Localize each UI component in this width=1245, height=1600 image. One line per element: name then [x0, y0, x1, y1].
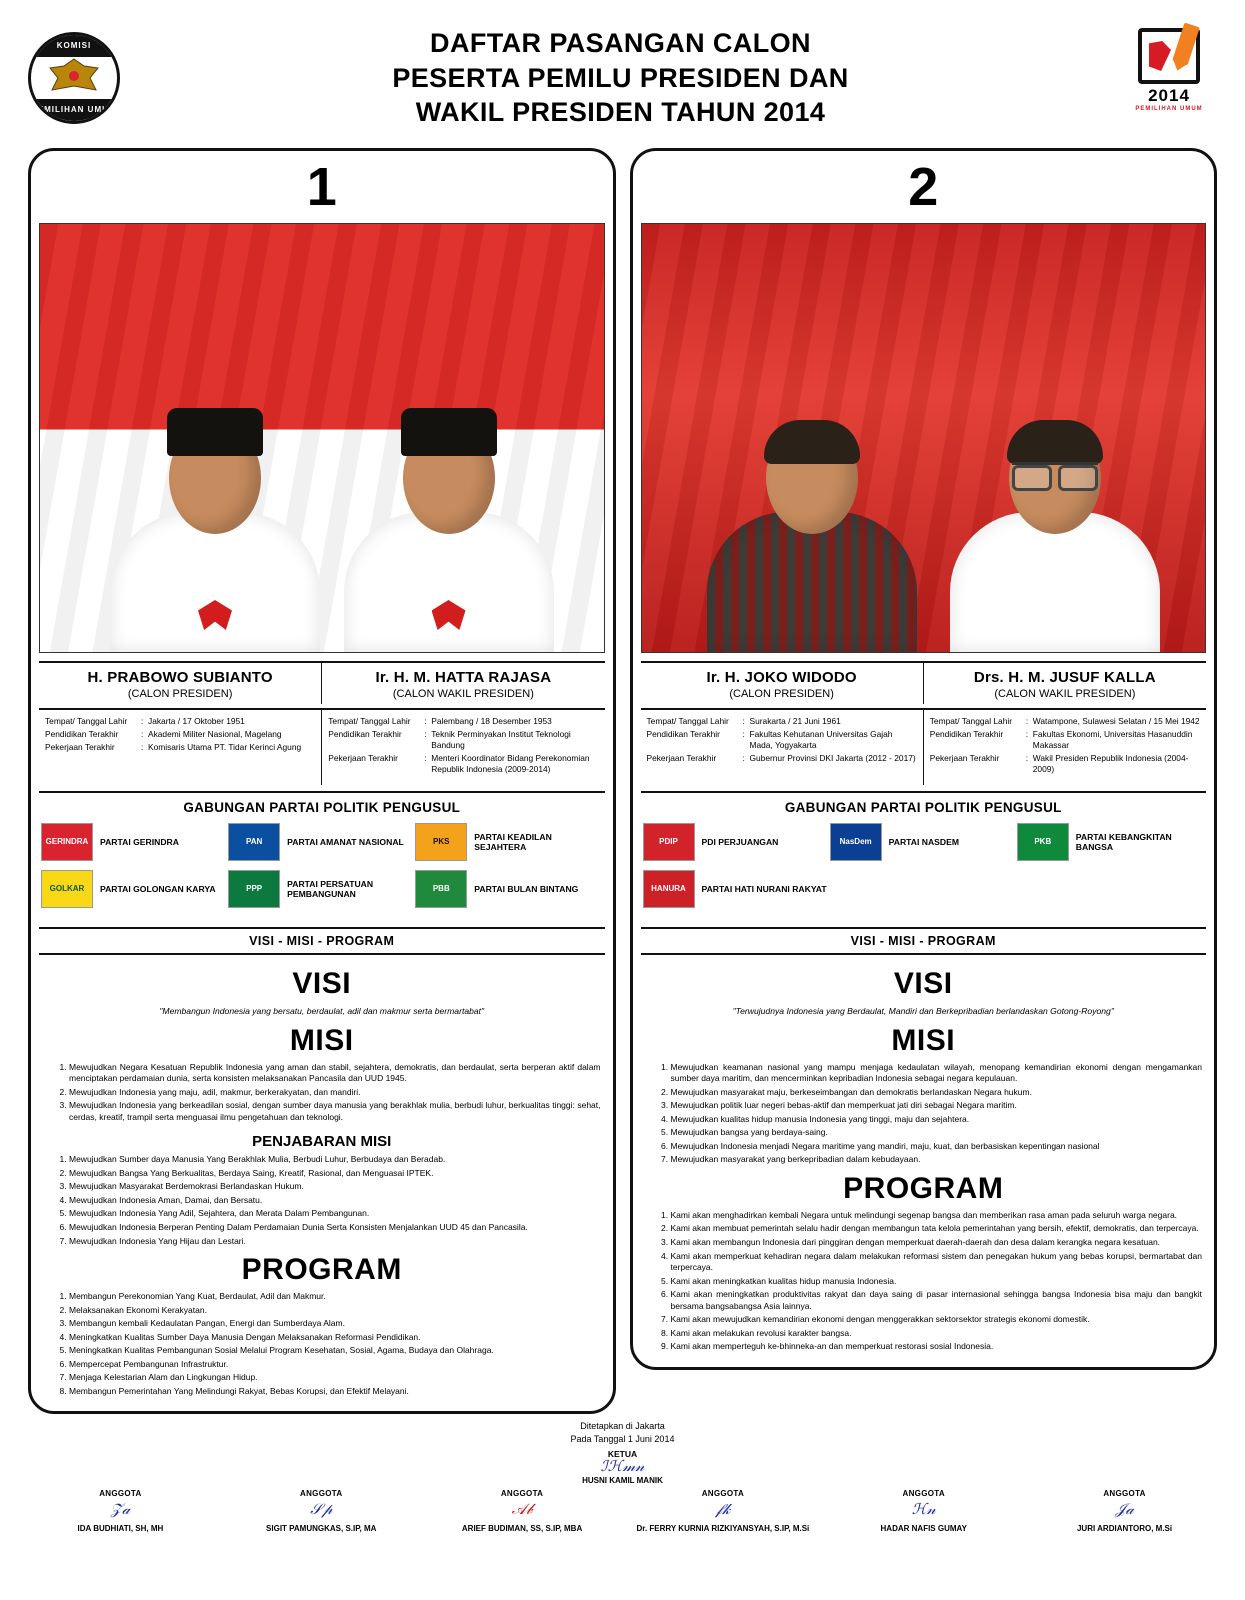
list-item: 4. Mewujudkan Indonesia Aman, Damai, dan Bersatu.	[69, 1195, 601, 1207]
kpu-logo-top-text: KOMISI	[31, 35, 117, 57]
member-signature: 𝒻𝓀	[715, 1502, 731, 1519]
member-signature: 𝒵𝒶	[110, 1502, 131, 1519]
list-item: 1. Membangun Perekonomian Yang Kuat, Berdaulat, Adil dan Makmur.	[69, 1291, 601, 1303]
president-bio	[641, 710, 923, 785]
candidate-photo-2	[641, 223, 1207, 653]
party-logo-icon: HANURA	[643, 870, 695, 908]
coalition-parties-1	[31, 821, 613, 927]
candidate-names-1	[39, 661, 605, 704]
party-name: PARTAI PERSATUAN PEMBANGUNAN	[287, 879, 374, 900]
list-item: 5. Mewujudkan Indonesia Yang Adil, Sejahtera, dan Merata Dalam Pembangunan.	[69, 1208, 601, 1220]
garuda-icon	[46, 56, 102, 100]
bio-key: Pendidikan Terakhir	[646, 729, 720, 740]
list-item: 2. Melaksanakan Ekonomi Kerakyatan.	[69, 1305, 601, 1317]
bio-value: Fakultas Ekonomi, Universitas Hasanuddin Makassar	[1032, 729, 1193, 751]
party-item	[415, 870, 602, 908]
bio-colon: :	[141, 742, 144, 753]
list-item: 8. Membangun Pemerintahan Yang Melindungi Rakyat, Bebas Korupsi, dan Efektif Melayani.	[69, 1386, 601, 1398]
party-name: PDI PERJUANGAN	[701, 837, 779, 848]
bio-colon: :	[1025, 753, 1029, 764]
member-label: ANGGOTA	[1103, 1488, 1146, 1498]
member-label: ANGGOTA	[300, 1488, 343, 1498]
member-name: IDA BUDHIATI, SH, MH	[77, 1523, 164, 1533]
misi-heading-2: MISI	[891, 1023, 956, 1057]
bio-colon: :	[141, 729, 144, 740]
vice-name: Drs. H. M. JUSUF KALLA	[973, 669, 1156, 686]
list-item: 6. Mewujudkan Indonesia menjadi Negara maritime yang mandiri, maju, kuat, dan berbasiskan kepentingan nasional	[671, 1141, 1203, 1153]
kpu-logo-bottom-text: PEMILIHAN UMUM	[31, 99, 117, 121]
portrait-jokowi	[697, 224, 927, 652]
member-label: ANGGOTA	[99, 1488, 142, 1498]
visi-text-1: "Membangun Indonesia yang bersatu, berdaulat, adil dan makmur serta bermartabat"	[159, 1006, 485, 1017]
member-block	[221, 1489, 422, 1533]
list-item: 2. Kami akan membuat pemerintah selalu hadir dengan membangun tata kelola pemerintahan yang bersih, efektif, demokratis, dan terpercaya.	[671, 1223, 1203, 1235]
coalition-title-2: GABUNGAN PARTAI POLITIK PENGUSUL	[641, 791, 1207, 821]
party-item	[643, 870, 830, 908]
members-signature-row	[20, 1489, 1225, 1533]
bio-value: Watampone, Sulawesi Selatan / 15 Mei 1942	[1032, 716, 1200, 726]
party-item	[41, 870, 228, 908]
party-name: PARTAI GERINDRA	[100, 837, 179, 848]
list-item: 4. Kami akan memperkuat kehadiran negara dalam melakukan reformasi sistem dan penegakan hukum yang bebas korupsi, bermartabat dan terpercaya.	[671, 1251, 1203, 1274]
list-item: 7. Mewujudkan Indonesia Yang Hijau dan Lestari.	[69, 1236, 601, 1248]
penjabaran-list-1	[43, 1154, 601, 1247]
president-bio	[39, 710, 321, 785]
list-item: 4. Meningkatkan Kualitas Sumber Daya Manusia Dengan Melaksanakan Reformasi Pendidikan.	[69, 1332, 601, 1344]
bio-colon: :	[424, 716, 427, 726]
bio-key: Pendidikan Terakhir	[328, 729, 402, 740]
pair-number-1: 1	[306, 157, 337, 217]
member-name: Dr. FERRY KURNIA RIZKIYANSYAH, S.IP, M.Si	[636, 1523, 810, 1533]
bio-colon: :	[424, 753, 427, 764]
list-item: 1. Mewujudkan Sumber daya Manusia Yang Berakhlak Mulia, Berbudi Luhur, Berbudaya dan Beradab.	[69, 1154, 601, 1166]
party-logo-icon: NasDem	[830, 823, 882, 861]
bio-key: Pekerjaan Terakhir	[328, 753, 398, 764]
bio-value: Fakultas Kehutanan Universitas Gajah Mada, Yogyakarta	[749, 729, 893, 751]
bio-value: Akademi Militer Nasional, Magelang	[148, 729, 282, 740]
party-logo-icon: PKS	[415, 823, 467, 861]
bio-value: Surakarta / 21 Juni 1961	[749, 716, 841, 726]
party-name: PARTAI KEBANGKITAN BANGSA	[1075, 832, 1172, 853]
vmp-bar-1: VISI - MISI - PROGRAM	[39, 927, 605, 955]
president-name-block	[39, 663, 321, 704]
bio-value: Teknik Perminyakan Institut Teknologi Bandung	[431, 729, 571, 751]
vmp-content-2	[633, 955, 1215, 1366]
vice-bio	[321, 710, 604, 785]
list-item: 9. Kami akan memperteguh ke-bhinneka-an dan memperkuat restorasi sosial Indonesia.	[671, 1341, 1203, 1353]
party-name: PARTAI NASDEM	[888, 837, 959, 848]
peci-icon	[167, 408, 263, 456]
bio-key: Pendidikan Terakhir	[929, 729, 1004, 740]
party-name: PARTAI BULAN BINTANG	[474, 884, 579, 895]
portrait-hair	[764, 420, 860, 464]
page-title	[120, 26, 1121, 130]
bio-value: Komisaris Utama PT. Tidar Kerinci Agung	[148, 742, 302, 753]
party-logo-icon: PDIP	[643, 823, 695, 861]
president-name-block	[641, 663, 923, 704]
list-item: 3. Mewujudkan Indonesia yang berkeadilan sosial, dengan sumber daya manusia yang berakhlak mulia, berbudi luhur, berkualitas tinggi: sehat, cerdas, kreatif, trampil serta menguasai ilmu pengetahuan dan teknologi.	[69, 1100, 601, 1123]
list-item: 6. Kami akan meningkatkan produktivitas rakyat dan daya saing di pasar internasional sehingga bangsa Indonesia bisa maju dan bangkit bersama bangsabangsa Asia lainnya.	[671, 1289, 1203, 1312]
pair-number-2: 2	[908, 157, 939, 217]
place-line-2: Pada Tanggal 1 Juni 2014	[570, 1433, 675, 1444]
list-item: 6. Mewujudkan Indonesia Berperan Penting Dalam Perdamaian Dunia Serta Konsisten Menjalankan UUD 45 dan Pancasila.	[69, 1222, 601, 1234]
party-logo-icon: PBB	[415, 870, 467, 908]
list-item: 7. Mewujudkan masyarakat yang berkepribadian dalam kebudayaan.	[671, 1154, 1203, 1166]
member-signature: 𝒜𝒷	[511, 1502, 533, 1519]
president-role: (CALON PRESIDEN)	[127, 688, 233, 700]
member-label: ANGGOTA	[500, 1488, 544, 1498]
member-name: ARIEF BUDIMAN, SS, S.IP, MBA	[461, 1523, 583, 1533]
party-item	[1017, 823, 1204, 861]
list-item: 1. Mewujudkan keamanan nasional yang mampu menjaga kedaulatan wilayah, menopang kemandirian ekonomi dengan mengamankan sumber daya maritim, dan mencerminkan kepribadian Indonesia sebagai negara kepulauan.	[671, 1062, 1203, 1085]
pemilu-year: 2014	[1148, 86, 1190, 105]
coalition-parties-2	[633, 821, 1215, 927]
visi-text-2: "Terwujudnya Indonesia yang Berdaulat, Mandiri dan Berkepribadian berlandaskan Gotong-Royong"	[732, 1006, 1114, 1017]
vmp-bar-2: VISI - MISI - PROGRAM	[641, 927, 1207, 955]
title-line-1: DAFTAR PASANGAN CALON	[430, 28, 811, 59]
coalition-title-1: GABUNGAN PARTAI POLITIK PENGUSUL	[39, 791, 605, 821]
bio-key: Tempat/ Tanggal Lahir	[45, 716, 128, 726]
member-name: SIGIT PAMUNGKAS, S.IP, MA	[266, 1523, 377, 1533]
ballot-box-icon	[1138, 28, 1200, 84]
bio-value: Jakarta / 17 Oktober 1951	[148, 716, 245, 726]
visi-heading-1: VISI	[292, 967, 352, 1001]
list-item: 1. Mewujudkan Negara Kesatuan Republik Indonesia yang aman dan stabil, sejahtera, demokratis, dan berdaulat, serta berperan aktif dalam menciptakan perdamaian dunia, serta konsisten melaksanakan Pancasila dan UUD 1945.	[69, 1062, 601, 1085]
list-item: 2. Mewujudkan Bangsa Yang Berkualitas, Berdaya Saing, Kreatif, Rasional, dan Menguasai IPTEK.	[69, 1168, 601, 1180]
bio-colon: :	[424, 729, 427, 740]
bio-key: Tempat/ Tanggal Lahir	[328, 716, 411, 726]
peci-icon	[401, 408, 497, 456]
party-logo-icon: GERINDRA	[41, 823, 93, 861]
vice-role: (CALON WAKIL PRESIDEN)	[392, 688, 534, 700]
portrait-prabowo	[100, 224, 330, 652]
bio-value: Menteri Koordinator Bidang Perekonomian Republik Indonesia (2009-2014)	[431, 753, 590, 775]
party-item	[41, 823, 228, 861]
chair-label: KETUA	[607, 1448, 638, 1459]
president-name: Ir. H. JOKO WIDODO	[706, 669, 857, 686]
bio-key: Tempat/ Tanggal Lahir	[929, 716, 1012, 726]
portrait-hair	[1007, 420, 1103, 464]
member-block	[823, 1489, 1024, 1533]
chair-name: HUSNI KAMIL MANIK	[582, 1476, 663, 1486]
list-item: 8. Kami akan melakukan revolusi karakter bangsa.	[671, 1328, 1203, 1340]
bio-colon: :	[1025, 716, 1029, 726]
list-item: 3. Mewujudkan Masyarakat Berdemokrasi Berlandaskan Hukum.	[69, 1181, 601, 1193]
penjabaran-heading-1: PENJABARAN MISI	[252, 1133, 392, 1151]
member-label: ANGGOTA	[701, 1488, 745, 1498]
vmp-content-1	[31, 955, 613, 1411]
ratification-block	[20, 1420, 1225, 1487]
party-name: PARTAI AMANAT NASIONAL	[287, 837, 404, 848]
member-name: HADAR NAFIS GUMAY	[880, 1523, 967, 1533]
bio-key: Pekerjaan Terakhir	[45, 742, 115, 753]
list-item: 2. Mewujudkan masyarakat maju, berkeseimbangan dan demokratis berlandaskan Negara hukum.	[671, 1087, 1203, 1099]
party-item	[643, 823, 830, 861]
bio-key: Pekerjaan Terakhir	[646, 753, 717, 764]
misi-list-2	[645, 1062, 1203, 1166]
program-list-1	[43, 1291, 601, 1397]
list-item: 2. Mewujudkan Indonesia yang maju, adil, makmur, berkerakyatan, dan mandiri.	[69, 1087, 601, 1099]
member-name: JURI ARDIANTORO, M.Si	[1076, 1523, 1173, 1533]
list-item: 3. Mewujudkan politik luar negeri bebas-aktif dan memperkuat jati diri sebagai Negara maritim.	[671, 1100, 1203, 1112]
bio-colon: :	[742, 753, 745, 764]
member-block	[1024, 1489, 1225, 1533]
portrait-jusuf-kalla	[940, 224, 1170, 652]
title-line-3: WAKIL PRESIDEN TAHUN 2014	[415, 97, 826, 128]
vice-name: Ir. H. M. HATTA RAJASA	[375, 669, 552, 686]
bio-colon: :	[742, 716, 745, 726]
list-item: 5. Meningkatkan Kualitas Pembangunan Sosial Melalui Program Kesehatan, Sosial, Agama, Budaya dan Olahraga.	[69, 1345, 601, 1357]
candidate-names-2	[641, 661, 1207, 704]
list-item: 3. Membangun kembali Kedaulatan Pangan, Energi dan Sumberdaya Alam.	[69, 1318, 601, 1330]
party-name: PARTAI KEADILAN SEJAHTERA	[474, 832, 552, 853]
kpu-logo-icon	[28, 32, 120, 124]
candidate-bios-2	[641, 708, 1207, 785]
party-logo-icon: PAN	[228, 823, 280, 861]
party-logo-icon: PKB	[1017, 823, 1069, 861]
bio-key: Tempat/ Tanggal Lahir	[646, 716, 729, 726]
glasses-icon	[1012, 462, 1098, 482]
party-logo-icon: PPP	[228, 870, 280, 908]
candidate-photo-1	[39, 223, 605, 653]
member-block	[422, 1489, 623, 1533]
party-item	[228, 823, 415, 861]
candidate-bios-1	[39, 708, 605, 785]
member-block	[622, 1489, 823, 1533]
page-footer	[0, 1414, 1245, 1543]
bio-value: Gubernur Provinsi DKI Jakarta (2012 - 2017)	[749, 753, 916, 764]
misi-list-1	[43, 1062, 601, 1124]
list-item: 3. Kami akan membangun Indonesia dari pinggiran dengan memperkuat daerah-daerah dan desa dalam kerangka negara kesatuan.	[671, 1237, 1203, 1249]
list-item: 5. Kami akan meningkatkan kualitas hidup manusia Indonesia.	[671, 1276, 1203, 1288]
portrait-hatta	[334, 224, 564, 652]
member-signature: ℋ𝓃	[911, 1502, 936, 1519]
bio-key: Pekerjaan Terakhir	[929, 753, 1000, 764]
program-heading-1: PROGRAM	[241, 1253, 402, 1287]
party-logo-icon: GOLKAR	[41, 870, 93, 908]
vice-bio	[923, 710, 1206, 785]
list-item: 4. Mewujudkan kualitas hidup manusia Indonesia yang tinggi, maju dan sejahtera.	[671, 1114, 1203, 1126]
bio-value: Wakil Presiden Republik Indonesia (2004-2009)	[1032, 753, 1189, 775]
pencil-icon	[1172, 23, 1200, 66]
vice-name-block	[321, 663, 604, 704]
page-header	[0, 0, 1245, 148]
president-name: H. PRABOWO SUBIANTO	[87, 669, 273, 686]
list-item: 7. Menjaga Kelestarian Alam dan Lingkungan Hidup.	[69, 1372, 601, 1384]
place-line-1: Ditetapkan di Jakarta	[580, 1421, 665, 1432]
visi-heading-2: VISI	[893, 967, 953, 1001]
list-item: 7. Kami akan mewujudkan kemandirian ekonomi dengan menggerakkan sektorsektor strategis ekonomi domestik.	[671, 1314, 1203, 1326]
party-item	[830, 823, 1017, 861]
president-role: (CALON PRESIDEN)	[729, 688, 834, 700]
misi-heading-1: MISI	[289, 1023, 354, 1057]
candidate-panel-2[interactable]	[630, 148, 1218, 1370]
program-list-2	[645, 1210, 1203, 1353]
bio-colon: :	[141, 716, 144, 726]
candidate-panel-1[interactable]	[28, 148, 616, 1414]
list-item: 5. Mewujudkan bangsa yang berdaya-saing.	[671, 1127, 1203, 1139]
title-line-2: PESERTA PEMILU PRESIDEN DAN	[392, 62, 849, 93]
party-item	[228, 870, 415, 908]
vice-role: (CALON WAKIL PRESIDEN)	[994, 688, 1136, 700]
bio-colon: :	[742, 729, 745, 740]
pemilu-subtitle: PEMILIHAN UMUM	[1135, 106, 1203, 112]
member-signature: 𝒮𝓅	[310, 1502, 333, 1519]
bio-key: Pendidikan Terakhir	[45, 729, 119, 740]
candidate-panels	[0, 148, 1245, 1414]
list-item: 1. Kami akan menghadirkan kembali Negara untuk melindungi segenap bangsa dan memberikan rasa aman pada seluruh warga negara.	[671, 1210, 1203, 1222]
program-heading-2: PROGRAM	[843, 1171, 1004, 1205]
party-name: PARTAI GOLONGAN KARYA	[100, 884, 216, 895]
member-block	[20, 1489, 221, 1533]
chair-signature: ℐℋ𝓂𝓃	[600, 1459, 645, 1476]
pemilu-2014-logo-icon	[1121, 28, 1217, 128]
vice-name-block	[923, 663, 1206, 704]
bio-value: Palembang / 18 Desember 1953	[431, 716, 552, 726]
member-signature: 𝒥𝒶	[1115, 1502, 1134, 1519]
party-item	[415, 823, 602, 861]
list-item: 6. Mempercepat Pembangunan Infrastruktur.	[69, 1359, 601, 1371]
party-name: PARTAI HATI NURANI RAKYAT	[701, 884, 827, 895]
member-label: ANGGOTA	[902, 1488, 945, 1498]
bio-colon: :	[1025, 729, 1029, 740]
